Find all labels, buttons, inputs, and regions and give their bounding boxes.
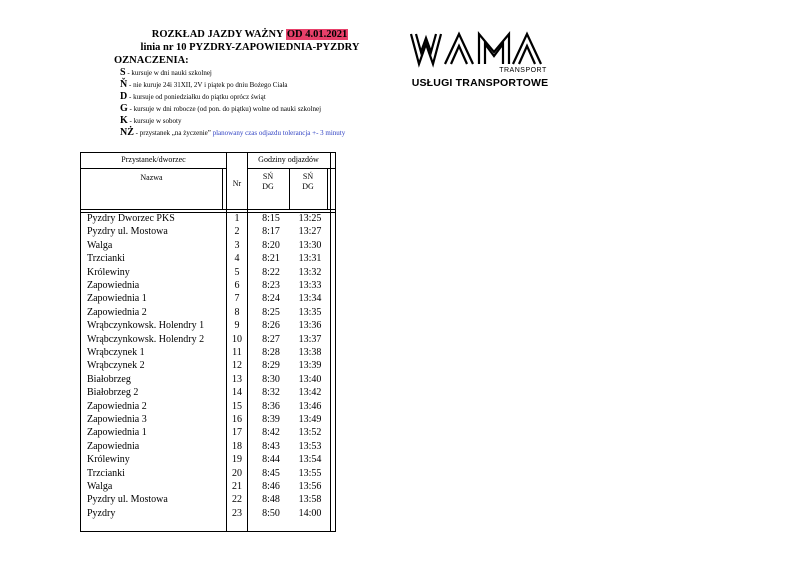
legend-item: Ň - nie kuruje 24i 31XII, 2V i piątek po dniu Bożego Ciała <box>120 79 288 90</box>
title: ROZKŁAD JAZDY WAŻNY OD 4.01.2021 <box>151 29 348 40</box>
legend-title: OZNACZENIA: <box>114 55 189 66</box>
nr-header: Nr <box>232 179 242 188</box>
group-header: Przystanek/dworzec <box>121 155 186 164</box>
logo-sub: TRANSPORT <box>499 67 547 74</box>
legend-item: D - kursuje od poniedziałku do piątku oprócz świąt <box>120 91 266 102</box>
timetable: Przystanek/dworzec Nazwa Nr Godziny odjazdów SŃ DG SŃ DG Pyzdry Dworzec PKS 1 8:15 13:25 Pyzdry ul. Mostowa 2 8:17 13:27 Walga 3 8:20 13:30 Trzcianki 4 8:21 13:31 Królewiny 5 8:22 13:32 Zapowiednia 6 8:23 13:33 Zapowiednia 1 7 8:24 13:34 Zapowiednia 2 8 8:25 13:35 Wrąbczynkowsk. Holendry 1 9 8:26 13:36 Wrąbczynkowsk. Holendry 2 10 8:27 13:37 Wrąbczynek 1 11 8:28 13:38 Wrąbczynek 2 12 8:29 13:39 Białobrzeg 13 8:30 13:40 Białobrzeg 2 14 8:32 13:42 Zapowiednia 2 15 8:36 13:46 Zapowiednia 3 16 8:39 13:49 Zapowiednia 1 17 8:42 13:52 Zapowiednia 18 8:43 13:53 Królewiny 19 8:44 13:54 Trzcianki 20 8:45 13:55 Walga 21 8:46 13:56 Pyzdry ul. Mostowa 22 8:48 13:58 Pyzdry 23 8:50 14:00 <box>80 152 336 532</box>
line-name: linia nr 10 PYZDRY-ZAPOWIEDNIA-PYZDRY <box>140 42 360 53</box>
name-header: Nazwa <box>140 173 163 182</box>
legend-item: K - kursuje w soboty <box>120 115 182 126</box>
times-header: Godziny odjazdów <box>258 155 319 164</box>
timetable-header <box>80 28 420 139</box>
legend-item: G - kursuje w dni robocze (od pon. do piątku) wolne od nauki szkolnej <box>120 103 322 114</box>
col1-header: SŃ DG <box>262 172 274 191</box>
tolerance-note: planowany czas odjazdu tolerancja +- 3 minuty <box>210 129 346 137</box>
tagline: USŁUGI TRANSPORTOWE <box>411 77 549 89</box>
legend-item: S - kursuje w dni nauki szkolnej <box>120 67 212 78</box>
col2-header: SŃ DG <box>302 172 314 191</box>
legend-item: NŻ - przystanek „na życzenie” planowany czas odjazdu tolerancja +- 3 minuty <box>120 127 346 138</box>
validity-date: OD 4.01.2021 <box>286 29 348 40</box>
legend <box>120 67 420 139</box>
